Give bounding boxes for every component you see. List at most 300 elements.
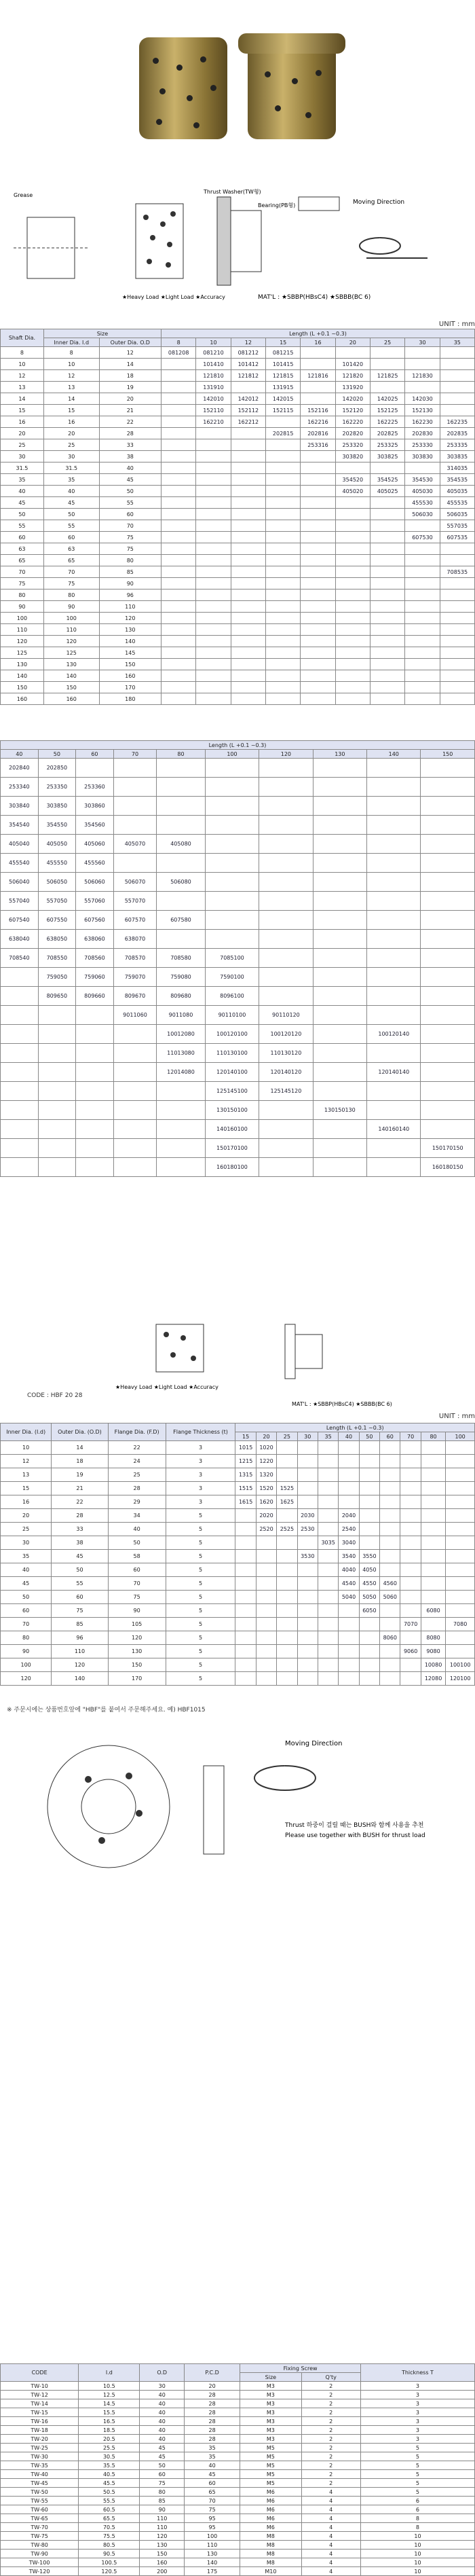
ft-cell: 5 [166,1509,235,1523]
od-cell: 55 [99,497,161,509]
code-cell: 708580 [157,949,205,968]
code-cell: 140160140 [367,1120,421,1139]
code-cell [421,1044,475,1063]
code-cell [335,347,370,359]
col-length-value: 25 [370,338,404,347]
od-cell: 14 [99,359,161,370]
code-cell: 110130100 [205,1044,259,1063]
code-cell [162,451,196,462]
od-cell: 75 [99,543,161,555]
cell: M6 [240,2488,301,2497]
code-cell [400,1658,421,1672]
code-cell: 162220 [335,416,370,428]
code-cell [196,532,231,543]
code-cell [359,1441,379,1455]
table-row [1,1063,475,1082]
code-cell [1,1139,39,1158]
code-cell [446,1495,475,1509]
table-row [1,797,475,816]
code-cell [196,670,231,682]
code-cell: 405035 [440,486,474,497]
code-cell: 314035 [440,462,474,474]
code-cell: 152112 [231,405,265,416]
table-row [1,2523,475,2532]
code-cell [405,670,440,682]
code-cell: 202840 [1,759,39,778]
code-cell: 354530 [405,474,440,486]
code-cell [318,1455,338,1468]
code-cell [405,647,440,659]
code-cell: 1315 [235,1468,256,1482]
code-cell [421,1563,445,1577]
code-cell: 405020 [335,486,370,497]
od-cell: 150 [99,659,161,670]
code-cell: 4560 [380,1577,400,1591]
col-length-value: 70 [400,1432,421,1441]
table-row [1,601,475,613]
code-cell [405,462,440,474]
code-cell: 125145100 [205,1082,259,1101]
table-row [1,2532,475,2541]
ft-cell: 5 [166,1645,235,1658]
code-cell [162,613,196,624]
code-cell [400,1577,421,1591]
code-cell [335,659,370,670]
code-cell [370,670,404,682]
code-cell [162,636,196,647]
table-row [1,682,475,693]
od-cell: 60 [52,1591,108,1604]
cell: TW-100 [1,2558,79,2567]
cell: 3 [360,2426,474,2435]
od-cell: 50 [52,1563,108,1577]
cell: TW-50 [1,2488,79,2497]
code-cell: 152125 [370,405,404,416]
code-cell [259,835,313,854]
od-cell: 55 [52,1577,108,1591]
code-cell [231,578,265,589]
thrust-washer-diagram [0,1725,475,1942]
code-cell [196,566,231,578]
code-cell [162,578,196,589]
code-cell [405,566,440,578]
cell: M3 [240,2426,301,2435]
code-cell [339,1495,359,1509]
code-cell [196,428,231,439]
code-cell [301,566,335,578]
code-cell [421,1468,445,1482]
code-cell [162,474,196,486]
code-cell [259,873,313,892]
code-cell [162,670,196,682]
code-cell [380,1482,400,1495]
code-cell [266,474,301,486]
code-cell: 101420 [335,359,370,370]
cell: 75 [140,2479,185,2488]
code-cell [421,1441,445,1455]
table-row [1,2444,475,2452]
code-cell [196,520,231,532]
code-cell [318,1618,338,1631]
code-cell [162,382,196,393]
table-row [1,816,475,835]
code-cell [38,1082,76,1101]
code-cell [297,1441,318,1455]
col-length-value: 10 [196,338,231,347]
code-cell [157,778,205,797]
code-cell: 1320 [256,1468,276,1482]
code-cell [76,1006,114,1025]
code-cell [1,1082,39,1101]
cell: M10 [240,2567,301,2576]
code-cell [421,835,475,854]
col-length-value: 12 [231,338,265,347]
cell: TW-90 [1,2550,79,2558]
code-cell: 354535 [440,474,474,486]
ft-cell: 5 [166,1672,235,1686]
shaft-cell: 160 [1,693,44,705]
code-cell [256,1591,276,1604]
code-cell [162,509,196,520]
code-cell [113,1082,157,1101]
code-cell [196,589,231,601]
col-length: Length (L +0.1 ~0.3) [1,741,475,750]
cell: 2 [301,2479,360,2488]
cell: 4 [301,2514,360,2523]
code-cell [297,1536,318,1550]
code-cell: 506050 [38,873,76,892]
code-cell [301,659,335,670]
code-cell [38,1006,76,1025]
shaft-cell: 10 [1,359,44,370]
code-cell [421,1550,445,1563]
code-cell [440,405,474,416]
cell: 2 [301,2408,360,2417]
ft-cell: 5 [166,1618,235,1631]
code-cell: 142010 [196,393,231,405]
code-cell [231,601,265,613]
ft-cell: 3 [166,1441,235,1455]
col-od: Outer Dia. O.D [99,338,161,347]
code-cell [318,1577,338,1591]
code-cell: 121825 [370,370,404,382]
code-cell [335,636,370,647]
table-row [1,670,475,682]
code-cell: 2030 [297,1509,318,1523]
moving-direction-label: Moving Direction [353,199,405,206]
code-cell: 202835 [440,428,474,439]
table-row [1,854,475,873]
table-row [1,405,475,416]
cell: 3 [360,2399,474,2408]
bearing-label: Bearing(PB형) [258,202,296,208]
code-cell [231,520,265,532]
code-cell [76,1158,114,1177]
cell: 2 [301,2444,360,2452]
fd-cell: 28 [108,1482,166,1495]
code-cell [277,1550,297,1563]
code-cell [313,759,366,778]
code-cell: 607540 [1,911,39,930]
fd-cell: 40 [108,1523,166,1536]
code-cell [359,1509,379,1523]
table-row [1,543,475,555]
code-cell [367,873,421,892]
code-cell: 8080 [421,1631,445,1645]
cell: 45.5 [79,2479,140,2488]
code-cell [313,835,366,854]
code-cell [400,1482,421,1495]
code-cell [440,555,474,566]
code-cell: 131920 [335,382,370,393]
code-cell [367,759,421,778]
shaft-cell: 12 [1,370,44,382]
code-cell [196,613,231,624]
od-cell: 120 [52,1658,108,1672]
code-cell: 162210 [196,416,231,428]
technical-diagram [0,183,475,319]
unit-label-2: UNIT : mm [438,1413,475,1420]
code-cell [301,613,335,624]
fd-cell: 50 [108,1536,166,1550]
cell: 2 [301,2426,360,2435]
id-cell: 13 [1,1468,52,1482]
cell: 20 [185,2382,240,2391]
od-cell: 85 [99,566,161,578]
od-cell: 28 [99,428,161,439]
code-cell [301,532,335,543]
code-cell: 8096100 [205,987,259,1006]
table-row [1,2452,475,2461]
shaft-cell: 50 [1,509,44,520]
code-cell [162,439,196,451]
code-cell: 303820 [335,451,370,462]
cell: 5 [360,2470,474,2479]
code-cell: 809650 [38,987,76,1006]
id-cell: 160 [43,693,99,705]
code-cell: 1515 [235,1482,256,1495]
shaft-cell: 80 [1,589,44,601]
cell: 60.5 [79,2505,140,2514]
code-cell [256,1550,276,1563]
col-id: Inner Dia. (I.d) [1,1423,52,1441]
code-cell [231,532,265,543]
od-cell: 38 [52,1536,108,1550]
code-cell [440,382,474,393]
shaft-cell: 140 [1,670,44,682]
table-row [1,1158,475,1177]
code-cell [421,911,475,930]
code-cell: 120100 [446,1672,475,1686]
code-cell [235,1550,256,1563]
fd-cell: 58 [108,1550,166,1563]
code-cell [370,566,404,578]
code-cell: 9080 [421,1645,445,1658]
code-cell [235,1563,256,1577]
code-cell [440,347,474,359]
shaft-cell: 65 [1,555,44,566]
code-cell [335,601,370,613]
code-cell [380,1455,400,1468]
col-pcd: P.C.D [185,2364,240,2382]
code-cell [370,693,404,705]
code-cell [162,682,196,693]
code-cell [405,520,440,532]
code-cell [400,1441,421,1455]
code-cell [421,778,475,797]
table-row [1,1455,475,1468]
code-cell [421,1025,475,1044]
cell: 3 [360,2391,474,2399]
code-cell: 2520 [256,1523,276,1536]
code-cell [359,1631,379,1645]
table-row [1,2497,475,2505]
code-cell [259,854,313,873]
code-cell: 2040 [339,1509,359,1523]
od-cell: 90 [99,578,161,589]
code-cell [231,543,265,555]
cell: 2 [301,2382,360,2391]
table-row [1,613,475,624]
code-cell: 121815 [266,370,301,382]
code-cell [259,1158,313,1177]
code-cell [313,854,366,873]
code-cell [259,778,313,797]
code-cell [301,543,335,555]
code-cell [162,462,196,474]
legend-text-2: ★Heavy Load ★Light Load ★Accuracy [115,1384,218,1390]
col-code: CODE [1,2364,79,2382]
code-cell [256,1658,276,1672]
code-cell: 101412 [231,359,265,370]
table-row [1,1509,475,1523]
code-cell [440,393,474,405]
code-cell [256,1631,276,1645]
code-cell [301,393,335,405]
id-cell: 75 [43,578,99,589]
od-cell: 85 [52,1618,108,1631]
code-cell [313,1082,366,1101]
code-cell [359,1523,379,1536]
code-cell [380,1672,400,1686]
code-cell: 7070 [400,1618,421,1631]
code-cell [162,520,196,532]
code-cell [1,968,39,987]
table-row [1,416,475,428]
ft-cell: 3 [166,1482,235,1495]
code-cell [339,1645,359,1658]
code-cell [359,1658,379,1672]
code-cell [38,1139,76,1158]
table-row [1,647,475,659]
code-cell [196,462,231,474]
code-cell [266,589,301,601]
code-cell [301,382,335,393]
cell: TW-20 [1,2435,79,2444]
code-cell [446,1523,475,1536]
code-cell [235,1604,256,1618]
cell: TW-70 [1,2523,79,2532]
code-cell: 557070 [113,892,157,911]
code-cell [335,509,370,520]
table-row [1,428,475,439]
code-cell [421,759,475,778]
col-fix: Fixing Screw [240,2364,361,2373]
code-cell: 101415 [266,359,301,370]
code-cell [196,555,231,566]
code-cell [1,1120,39,1139]
code-cell [318,1604,338,1618]
id-cell: 12 [1,1455,52,1468]
code-cell [421,1536,445,1550]
cell: TW-25 [1,2444,79,2452]
code-cell [313,892,366,911]
code-cell [266,497,301,509]
code-cell [370,624,404,636]
ft-cell: 5 [166,1577,235,1591]
id-cell: 100 [43,613,99,624]
od-cell: 22 [52,1495,108,1509]
code-cell [235,1591,256,1604]
ft-cell: 5 [166,1523,235,1536]
table-row [1,566,475,578]
cell: 90.5 [79,2550,140,2558]
cell: 28 [185,2426,240,2435]
code-cell [421,797,475,816]
od-cell: 33 [52,1523,108,1536]
col-length-value: 8 [162,338,196,347]
code-cell [446,1563,475,1577]
code-cell [266,509,301,520]
cell: TW-35 [1,2461,79,2470]
code-cell [196,659,231,670]
cell: 5 [360,2461,474,2470]
col-length-value: 80 [157,750,205,759]
code-cell: 607530 [405,532,440,543]
code-cell: 557035 [440,520,474,532]
code-cell [367,930,421,949]
code-cell: 405070 [113,835,157,854]
code-cell [196,693,231,705]
code-cell [367,835,421,854]
code-cell [277,1604,297,1618]
code-cell [297,1455,318,1468]
cell: M5 [240,2479,301,2488]
code-cell [277,1591,297,1604]
table-row [1,555,475,566]
code-cell [301,682,335,693]
cell: 40.5 [79,2470,140,2479]
code-cell [113,778,157,797]
table-row [1,987,475,1006]
cell: TW-80 [1,2541,79,2550]
code-cell [421,949,475,968]
code-cell [196,624,231,636]
id-cell: 10 [1,1441,52,1455]
code-cell: 1525 [277,1482,297,1495]
code-cell: 081210 [196,347,231,359]
code-cell: 1615 [235,1495,256,1509]
cell: 60 [140,2470,185,2479]
cell: 75.5 [79,2532,140,2541]
od-cell: 14 [52,1441,108,1455]
code-cell [196,486,231,497]
code-cell [277,1672,297,1686]
cell: 5 [360,2444,474,2452]
code-cell [301,601,335,613]
cell: 110 [185,2541,240,2550]
code-cell [162,693,196,705]
